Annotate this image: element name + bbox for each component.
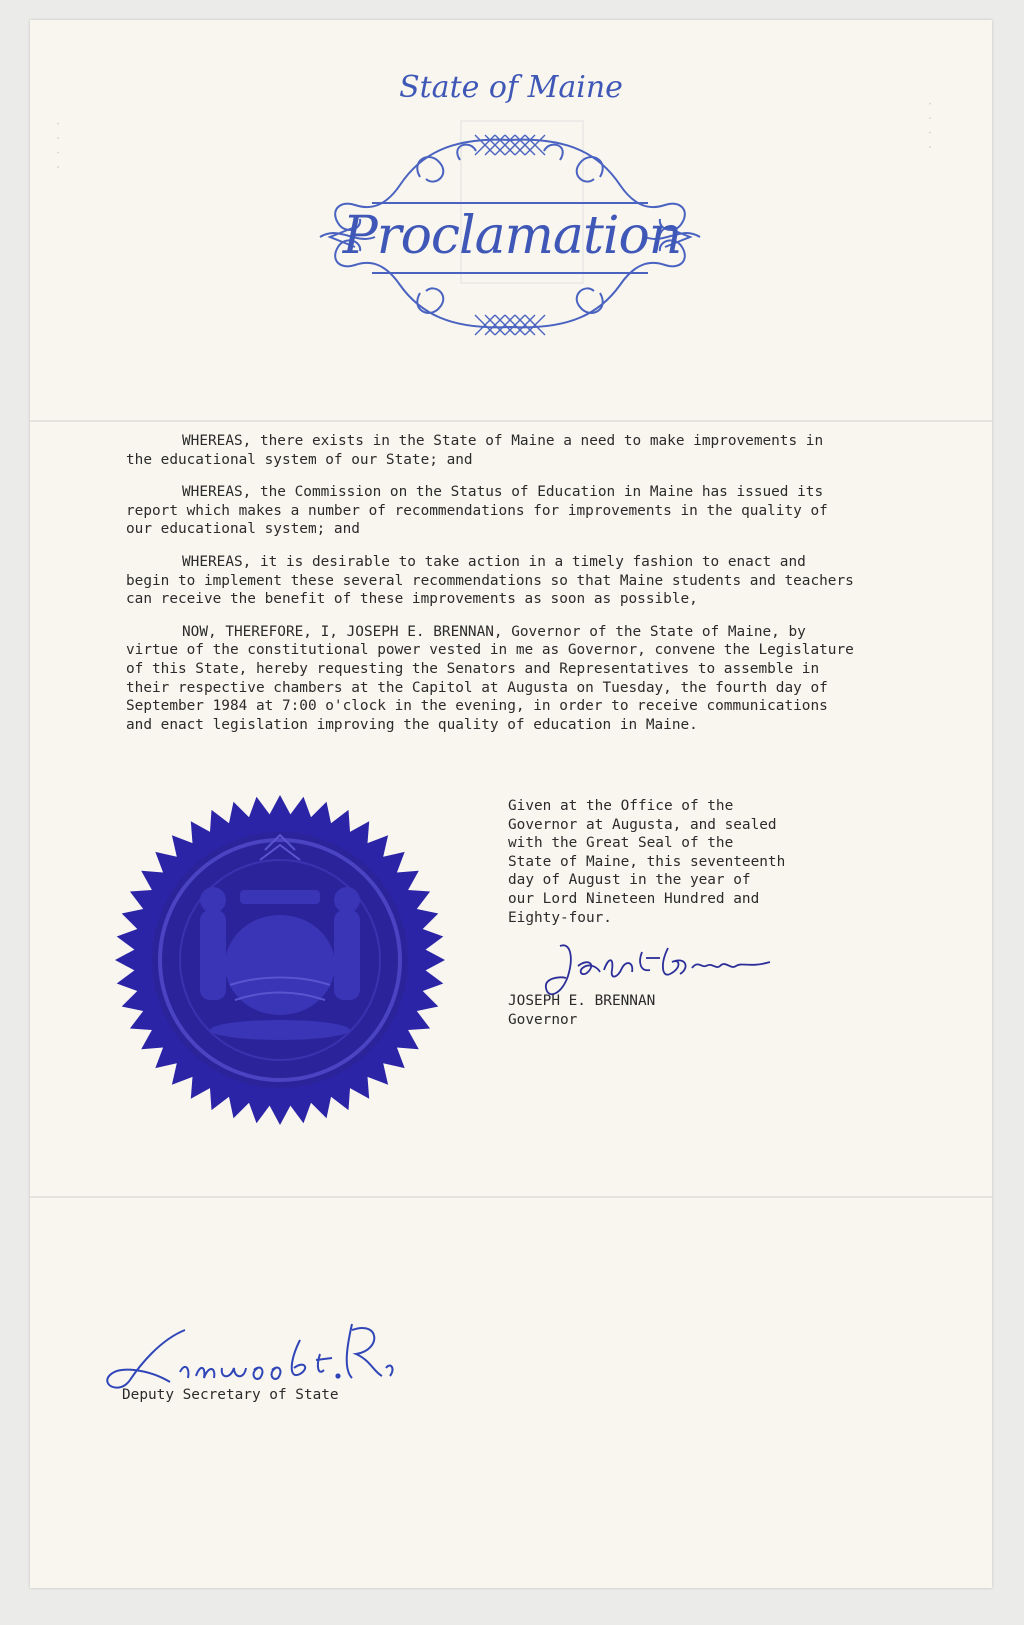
state-heading: State of Maine	[399, 70, 623, 105]
proclamation-ornament	[300, 115, 720, 355]
therefore-paragraph: NOW, THEREFORE, I, JOSEPH E. BRENNAN, Governor of the State of Maine, by virtue of the constitutional power vested in me as Governor, convene the Legislature of this State, hereby requesting the Senators and Representatives to assemble in their respective chambers at the Capitol at Augusta on Tuesday, the fourth day of September 1984 at 7:00 o'clock in the evening, in order to receive communications and enact legislation improving the quality of education in Maine.	[126, 623, 854, 733]
whereas-paragraph: WHEREAS, there exists in the State of Maine a need to make improvements in the educational system of our State; and	[126, 433, 824, 468]
proclamation-body	[126, 432, 856, 748]
whereas-paragraph: WHEREAS, it is desirable to take action in a timely fashion to enact and begin to implement these several recommendations so that Maine students and teachers can receive the benefit of these improvements as soon as possible,	[126, 553, 854, 608]
great-seal	[110, 790, 450, 1130]
bleed-through-text: . . . .	[926, 100, 940, 151]
deputy-title: Deputy Secretary of State	[122, 1387, 339, 1403]
bleed-through-text: . . . .	[48, 120, 62, 171]
fold-line	[30, 1196, 992, 1198]
whereas-paragraph: WHEREAS, the Commission on the Status of Education in Maine has issued its report which makes a number of recommendations for improvements in the quality of our educational system; and	[126, 484, 828, 538]
proclamation-title: Proclamation	[342, 206, 682, 266]
proclamation-document	[30, 20, 992, 1588]
governor-name: JOSEPH E. BRENNAN	[508, 993, 656, 1009]
fold-line	[30, 420, 992, 422]
governor-title: Governor	[508, 1012, 578, 1028]
given-at-clause: Given at the Office of the Governor at Augusta, and sealed with the Great Seal of the State of Maine, this seventeenth day of August in the year of our Lord Nineteen Hundred and Eighty-four.	[508, 798, 786, 926]
